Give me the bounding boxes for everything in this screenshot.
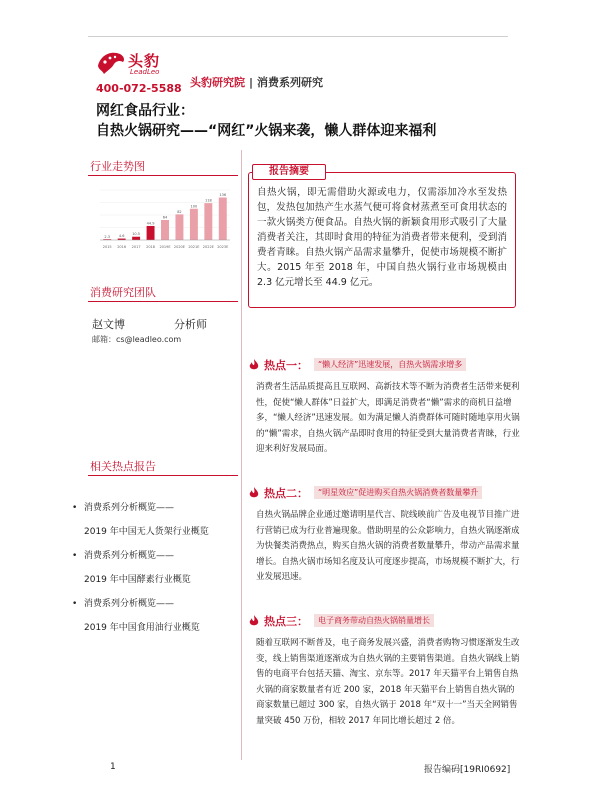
chart-bar-2019E: [161, 220, 169, 240]
analyst-email[interactable]: 邮箱：cs@leadleo.com: [92, 335, 182, 344]
hotspot-3-text: 随着互联网不断普及，电子商务发展兴盛，消费者购物习惯逐渐发生改变，线上销售渠道逐渐成为自热火锅的主要销售渠道。自热火锅线上销售的电商平台包括天猫、淘宝、京东等。2017 年天猫平台上销售自热火锅的商家数量者有近 200 家，2018 年天猫平台上销售自热火锅的商家数量已超过 300 家，自热火锅于 2018 年“双十一”当天全网销售量突破 450 万份，相较 2017 年同比增长超过 2 倍。: [256, 638, 520, 726]
trend-chart: [94, 186, 234, 252]
flame-icon: [248, 359, 260, 371]
analyst-name: 赵文博: [92, 318, 125, 331]
chart-bar-2017: [132, 237, 140, 240]
institute-name: 头豹研究院: [190, 76, 245, 89]
related-report-3-line2[interactable]: 2019 年中国食用油行业概览: [84, 623, 200, 633]
chart-tick-label-2019E: 2019E: [159, 245, 171, 249]
page-number: 1: [110, 762, 116, 772]
chart-data-label-2021E: 100: [190, 204, 198, 209]
chart-tick-label-2018: 2018: [146, 245, 156, 249]
chart-bar-2018: [147, 226, 155, 240]
hotspot-2-label: 热点二：: [264, 487, 308, 500]
flame-icon: [248, 487, 260, 499]
chart-bar-2021E: [190, 209, 198, 240]
hotspot-1: [248, 356, 520, 458]
chart-tick-label-2017: 2017: [131, 245, 141, 249]
related-report-2-line2[interactable]: 2019 年中国酵素行业概览: [84, 575, 191, 585]
header-separator: |: [249, 76, 254, 89]
bullet-icon: •: [72, 599, 78, 609]
chart-tick-label-2020E: 2020E: [173, 245, 186, 249]
related-report-3-line1[interactable]: [72, 596, 174, 609]
hotspot-1-label: 热点一：: [264, 359, 308, 372]
related-report-1-title: 消费系列分析概览——: [84, 503, 175, 513]
related-heading-rule: [88, 475, 238, 476]
related-report-2-title: 消费系列分析概览——: [84, 551, 175, 561]
report-title-line2: 自热火锅研究——“网红”火锅来袭，懒人群体迎来福利: [96, 123, 437, 139]
analyst-role: 分析师: [174, 318, 207, 331]
team-heading: 消费研究团队: [90, 286, 156, 299]
flame-icon: [248, 615, 260, 627]
hotspot-2-header: [248, 484, 520, 502]
hotspot-3: [248, 612, 520, 729]
related-report-1-line2[interactable]: 2019 年中国无人货架行业概览: [84, 527, 209, 537]
chart-bar-2020E: [175, 214, 183, 240]
related-heading: 相关热点报告: [90, 460, 156, 473]
series-name: 消费系列研究: [257, 76, 324, 89]
chart-tick-label-2015: 2015: [102, 245, 112, 249]
related-report-1-line1[interactable]: [72, 500, 174, 513]
report-title-line1: 网红食品行业：: [96, 103, 194, 119]
leopard-logo-icon: [96, 48, 126, 76]
logo-text-cn: 头豹: [128, 52, 161, 70]
trend-heading: 行业走势图: [90, 160, 145, 173]
chart-data-label-2015: 2.3: [104, 234, 111, 239]
chart-data-label-2016: 4.6: [118, 234, 125, 239]
chart-bar-2022E: [204, 203, 212, 240]
chart-data-label-2023E: 136: [219, 193, 227, 197]
chart-data-label-2019E: 64: [162, 215, 168, 220]
report-code: 报告编码[19RI0692]: [424, 765, 511, 775]
related-report-2-line1[interactable]: [72, 548, 174, 561]
team-heading-rule: [88, 301, 238, 302]
related-report-3-title: 消费系列分析概览——: [84, 599, 175, 609]
chart-data-label-2017: 10.5: [132, 232, 141, 237]
hotspot-2: [248, 484, 520, 586]
phone-number: 400-072-5588: [96, 82, 182, 95]
trend-heading-rule: [88, 175, 238, 176]
series-header: [190, 74, 323, 90]
chart-data-label-2020E: 82: [177, 209, 182, 214]
summary-tab: 报告摘要: [252, 164, 326, 180]
hotspot-3-label: 热点三：: [264, 615, 308, 628]
top-rule: [88, 36, 508, 37]
hotspot-1-tag: “懒人经济”迅速发展，自热火锅需求增多: [314, 358, 466, 371]
chart-data-label-2022E: 118: [204, 198, 212, 203]
chart-tick-label-2023E: 2023E: [217, 245, 229, 249]
hotspot-1-header: [248, 356, 520, 374]
chart-tick-label-2016: 2016: [117, 245, 127, 249]
hotspot-1-text: 消费者生活品质提高且互联网、高新技术等不断为消费者生活带来便利性，促使“懒人群体”日益扩大，即满足消费者“懒”需求的商机日益增多，“懒人经济”迅速发展。如为满足懒人消费群体可随时随地享用火锅的“懒”需求，自热火锅产品即时食用的特征受到大量消费者青睐，行业迎来利好发展局面。: [256, 382, 520, 454]
logo-text-en: LeadLeo: [130, 68, 160, 76]
hotspot-2-text: 自热火锅品牌企业通过邀请明星代言、院线映前广告及电视节目推广进行营销已成为行业普遍现象。借助明星的公众影响力，自热火锅逐渐成为快餐类消费热点，购买自热火锅的消费者数量攀升，带动产品需求量增长。自热火锅市场知名度及认可度逐步提高，市场规模不断扩大，行业发展迅速。: [256, 510, 520, 582]
chart-tick-label-2021E: 2021E: [188, 245, 200, 249]
hotspot-3-tag: 电子商务带动自热火锅销量增长: [314, 614, 434, 627]
hotspot-3-header: [248, 612, 520, 630]
hotspot-2-tag: “明星效应”促进购买自热火锅消费者数量攀升: [314, 486, 482, 499]
chart-tick-label-2022E: 2022E: [202, 245, 214, 249]
leadleo-logo: [96, 48, 166, 80]
summary-box: [248, 172, 516, 308]
summary-text: 自热火锅，即无需借助火源或电力，仅需添加冷水至发热包，发热包加热产生水蒸气便可将食材蒸煮至可食用状态的一款火锅类方便食品。自热火锅的新颖食用形式吸引了大量消费者关注，其即时食用的特征为消费者带来便利，受到消费者青睐。自热火锅产品需求量攀升，促使市场规模不断扩大。2015 年至 2018 年，中国自热火锅行业市场规模由 2.3 亿元增长至 44.9 亿元。: [257, 187, 507, 288]
chart-bar-2023E: [219, 198, 227, 241]
column-divider: [241, 150, 242, 760]
bullet-icon: •: [72, 551, 78, 561]
chart-data-label-2018: 44.9: [146, 221, 155, 226]
bullet-icon: •: [72, 503, 78, 513]
